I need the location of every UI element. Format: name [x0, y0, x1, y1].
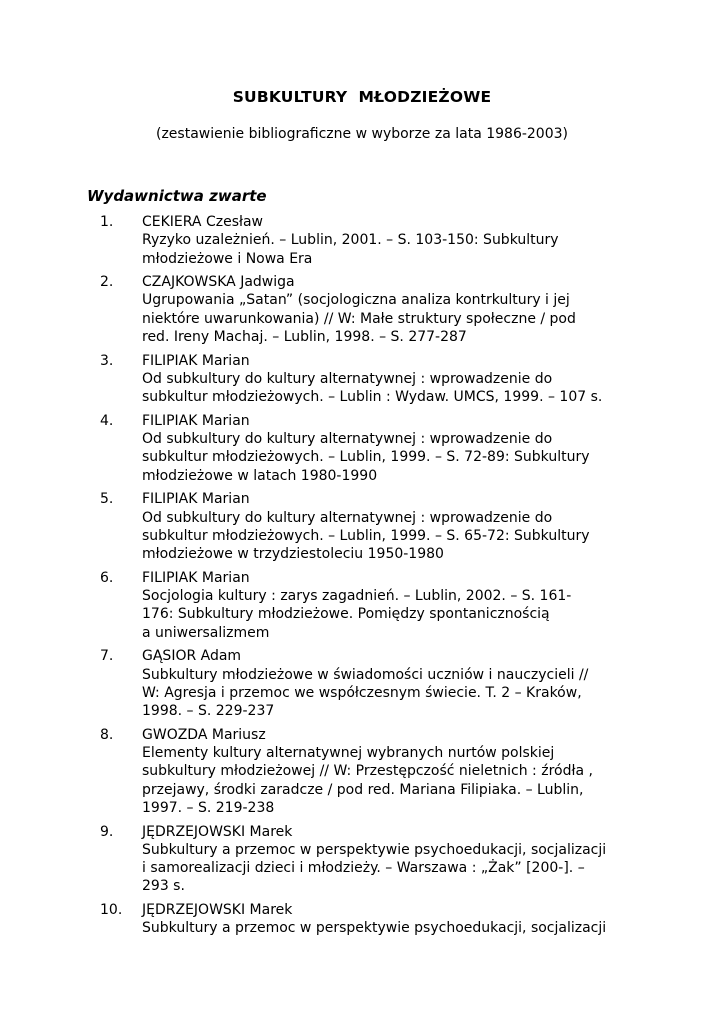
entry-text-line: przejawy, środki zaradcze / pod red. Mariana Filipiaka. – Lublin, [142, 781, 584, 798]
entry-author: CZAJKOWSKA Jadwiga [142, 274, 295, 291]
entry-body [142, 647, 642, 720]
entry-number: 9. [100, 823, 114, 840]
entry-body [142, 823, 642, 896]
entry-body [142, 490, 642, 563]
entry-author: CEKIERA Czesław [142, 214, 264, 230]
entry-number: 7. [100, 648, 114, 665]
entry-number: 2. [100, 274, 114, 291]
entry-text-line: subkultur młodzieżowych. – Lublin, 1999. – S. 65-72: Subkultury [142, 527, 590, 544]
entry-text-line: subkultur młodzieżowych. – Lublin, 1999. – S. 72-89: Subkultury [142, 449, 590, 466]
bibliography-entry [0, 823, 724, 896]
entry-body [142, 726, 642, 817]
bibliography-entry [0, 412, 724, 485]
bibliography-entry [0, 213, 724, 268]
bibliography-entry [0, 352, 724, 407]
entry-author: FILIPIAK Marian [142, 352, 250, 369]
bibliography-entry [0, 647, 724, 720]
bibliography-list [0, 213, 724, 943]
entry-text-line: Elementy kultury alternatywnej wybranych nurtów polskiej [142, 745, 555, 762]
entry-text-line: subkultury młodzieżowej // W: Przestępczość nieletnich : źródła , [142, 763, 593, 780]
bibliography-entry [0, 490, 724, 563]
entry-number: 5. [100, 491, 114, 508]
entry-number: 1. [100, 214, 114, 230]
entry-text-line: Ryzyko uzależnień. – Lublin, 2001. – S. 103-150: Subkultury [142, 232, 559, 249]
entry-text-line: Subkultury a przemoc w perspektywie psychoedukacji, socjalizacji [142, 920, 607, 937]
entry-author: GĄSIOR Adam [142, 648, 242, 665]
entry-text-line: młodzieżowe i Nowa Era [142, 250, 313, 267]
entry-number: 8. [100, 726, 114, 743]
entry-text-line: subkultur młodzieżowych. – Lublin : Wydaw. UMCS, 1999. – 107 s. [142, 389, 603, 406]
entry-text-line: a uniwersalizmem [142, 624, 270, 641]
entry-text-line: 176: Subkultury młodzieżowe. Pomiędzy spontanicznością [142, 606, 550, 623]
entry-text-line: 293 s. [142, 878, 185, 895]
document-subtitle: (zestawienie bibliograficzne w wyborze za lata 1986-2003) [156, 126, 568, 142]
entry-text-line: młodzieżowe w trzydziestoleciu 1950-1980 [142, 546, 444, 563]
entry-text-line: Od subkultury do kultury alternatywnej : wprowadzenie do [142, 370, 553, 387]
section-heading: Wydawnictwa zwarte [87, 187, 267, 205]
entry-body [142, 213, 642, 268]
entry-text-line: Od subkultury do kultury alternatywnej : wprowadzenie do [142, 431, 553, 448]
bibliography-entry [0, 569, 724, 642]
entry-body [142, 901, 642, 938]
entry-text-line: 1997. – S. 219-238 [142, 799, 275, 816]
document-title: SUBKULTURY MŁODZIEŻOWE [232, 88, 492, 106]
entry-text-line: Ugrupowania „Satan” (socjologiczna analiza kontrkultury i jej [142, 292, 570, 309]
entry-text-line: Socjologia kultury : zarys zagadnień. – Lublin, 2002. – S. 161- [142, 588, 572, 605]
entry-author: FILIPIAK Marian [142, 491, 250, 508]
entry-number: 6. [100, 569, 114, 586]
entry-text-line: niektóre uwarunkowania) // W: Małe struktury społeczne / pod [142, 310, 576, 327]
bibliography-entry [0, 273, 724, 346]
entry-author: FILIPIAK Marian [142, 412, 250, 429]
entry-text-line: 1998. – S. 229-237 [142, 703, 275, 720]
entry-number: 4. [100, 412, 114, 429]
entry-text-line: i samorealizacji dzieci i młodzieży. – Warszawa : „Żak” [200-]. – [142, 860, 585, 877]
entry-number: 10. [100, 902, 123, 919]
bibliography-entry [0, 726, 724, 817]
entry-text-line: Subkultury młodzieżowe w świadomości uczniów i nauczycieli // [142, 666, 589, 683]
entry-number: 3. [100, 352, 114, 369]
entry-text-line: W: Agresja i przemoc we współczesnym świecie. T. 2 – Kraków, [142, 684, 582, 701]
entry-author: JĘDRZEJOWSKI Marek [142, 902, 293, 919]
entry-text-line: red. Ireny Machaj. – Lublin, 1998. – S. 277-287 [142, 329, 467, 346]
entry-author: JĘDRZEJOWSKI Marek [142, 823, 293, 840]
entry-body [142, 273, 642, 346]
entry-text-line: Subkultury a przemoc w perspektywie psychoedukacji, socjalizacji [142, 841, 607, 858]
entry-text-line: młodzieżowe w latach 1980-1990 [142, 467, 378, 484]
entry-body [142, 412, 642, 485]
entry-author: GWOZDA Mariusz [142, 726, 266, 743]
entry-text-line: Od subkultury do kultury alternatywnej : wprowadzenie do [142, 509, 553, 526]
entry-body [142, 352, 642, 407]
entry-body [142, 569, 642, 642]
bibliography-entry [0, 901, 724, 938]
entry-author: FILIPIAK Marian [142, 569, 250, 586]
